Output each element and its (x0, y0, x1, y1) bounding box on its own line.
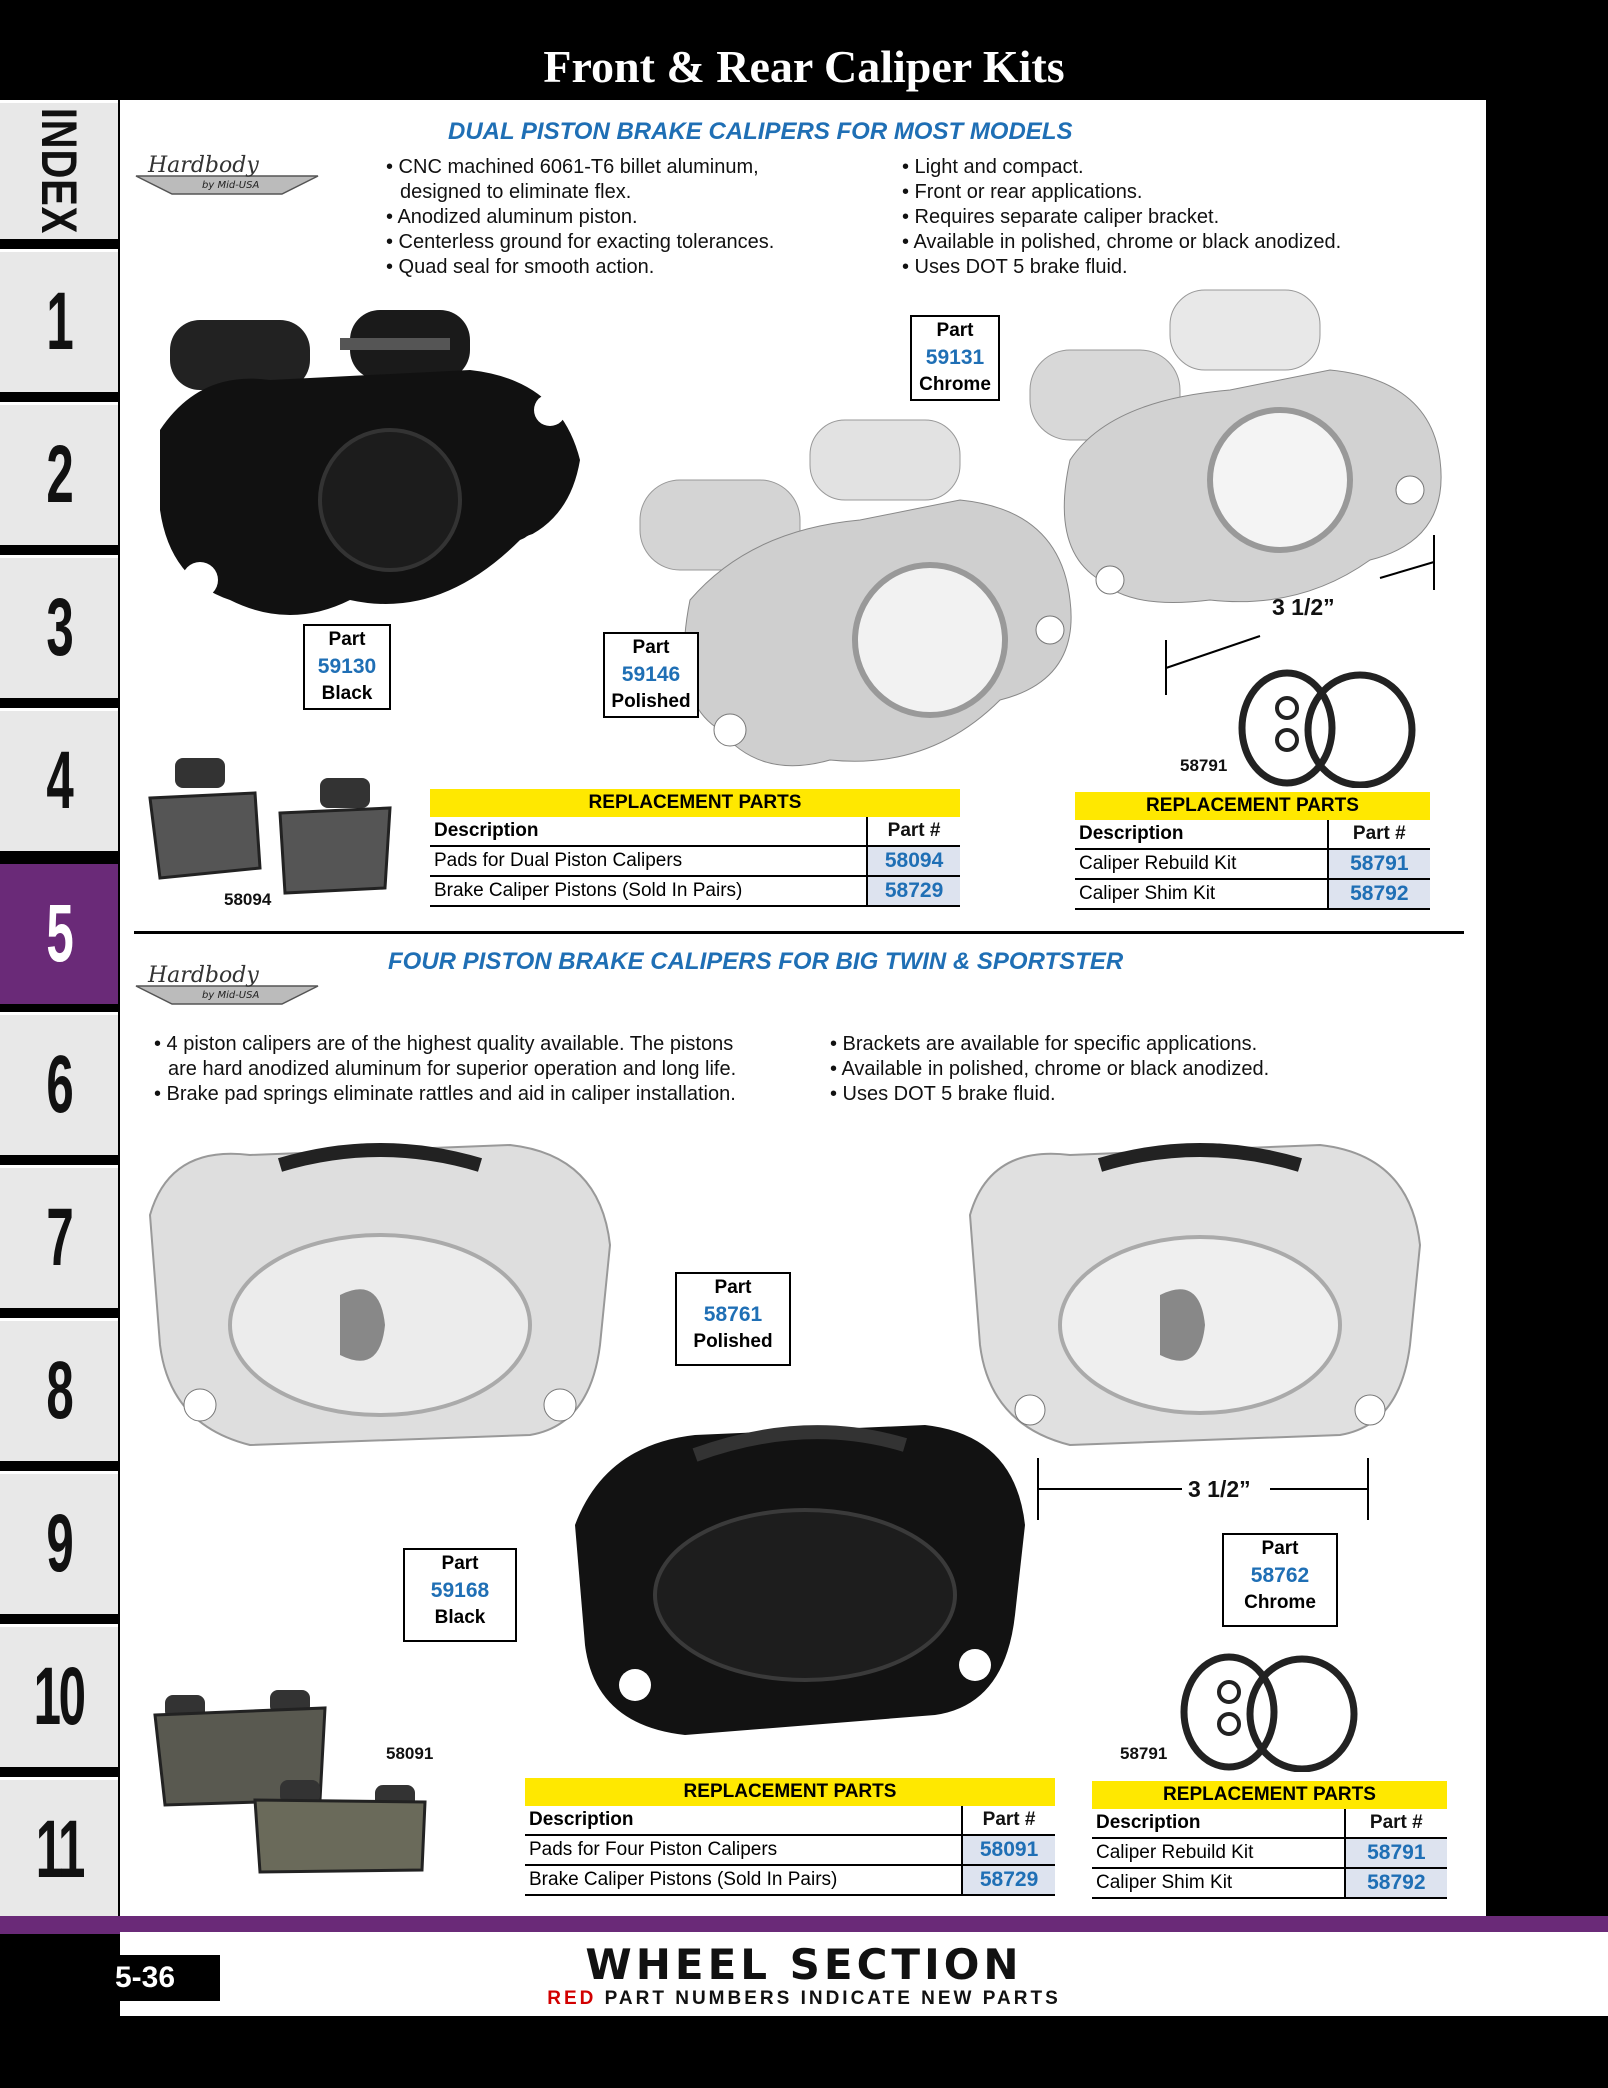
bullet: • Anodized aluminum piston. (386, 206, 638, 228)
hardbody-logo (132, 958, 322, 1008)
replacement-parts-table (1075, 792, 1430, 910)
row-part: 58094 (867, 846, 960, 876)
bullet: • Requires separate caliper bracket. (902, 206, 1220, 228)
row-desc: Caliper Rebuild Kit (1075, 849, 1328, 879)
tab-2[interactable] (0, 402, 118, 545)
section1-heading: DUAL PISTON BRAKE CALIPERS FOR MOST MODELS (448, 118, 1073, 145)
part-box-59130 (303, 624, 391, 710)
col-part: Part # (1345, 1809, 1447, 1838)
part-label: Part (936, 320, 974, 341)
hardbody-logo (132, 148, 322, 198)
part-number: 58761 (703, 1303, 763, 1326)
bullet: are hard anodized aluminum for superior operation and long life. (168, 1058, 737, 1080)
logo-text: Hardbody (148, 963, 259, 988)
row-desc: Pads for Dual Piston Calipers (430, 846, 867, 876)
replacement-parts-table (525, 1778, 1055, 1896)
row-desc: Caliper Shim Kit (1092, 1868, 1345, 1898)
row-desc: Pads for Four Piston Calipers (525, 1835, 962, 1865)
table-row (525, 1865, 1055, 1895)
part-box-58762 (1222, 1533, 1338, 1627)
part-label: Part (328, 629, 366, 650)
tab-label: INDEX (31, 107, 87, 235)
tab-6[interactable] (0, 1012, 118, 1155)
note-red: RED (547, 1988, 597, 2009)
caliper-black-4piston-image (545, 1415, 1045, 1745)
table-row (1075, 879, 1430, 909)
part-label: Part (441, 1553, 479, 1574)
part-number: 59131 (925, 346, 985, 369)
part-finish: Polished (693, 1331, 773, 1352)
tab-7[interactable] (0, 1165, 118, 1308)
part-number: 59168 (430, 1579, 490, 1602)
dimension-label: 3 1/2” (1272, 594, 1335, 620)
note-rest: PART NUMBERS INDICATE NEW PARTS (596, 1988, 1061, 2009)
replacement-parts-table (1092, 1781, 1447, 1899)
pad-part-label: 58091 (386, 1744, 434, 1763)
part-label: Part (714, 1277, 752, 1298)
bullet: • Available in polished, chrome or black anodized. (902, 231, 1342, 253)
row-desc: Brake Caliper Pistons (Sold In Pairs) (525, 1865, 962, 1895)
section1-bullets-right (902, 155, 1341, 280)
tab-label: 1 (46, 276, 72, 367)
bullet: designed to eliminate flex. (400, 181, 632, 203)
tab-label: 4 (46, 735, 72, 826)
bullet: • Centerless ground for exacting tolerances. (386, 231, 775, 253)
col-description: Description (430, 817, 867, 846)
col-description: Description (1092, 1809, 1345, 1838)
table-row (430, 846, 960, 876)
tab-label: 6 (46, 1039, 72, 1130)
tab-1[interactable] (0, 249, 118, 392)
tab-3[interactable] (0, 555, 118, 698)
row-part: 58791 (1328, 849, 1430, 879)
table-row (525, 1835, 1055, 1865)
table-row (1092, 1838, 1447, 1868)
col-part: Part # (1328, 820, 1430, 849)
table-title: REPLACEMENT PARTS (1092, 1781, 1447, 1809)
part-box-58761 (675, 1272, 791, 1366)
replacement-parts-table (430, 789, 960, 907)
bullet: • 4 piston calipers are of the highest quality available. The pistons (154, 1033, 734, 1055)
bullet: • CNC machined 6061-T6 billet aluminum, (386, 156, 759, 178)
page-number: 5-36 (70, 1955, 220, 2001)
row-part: 58729 (867, 876, 960, 906)
part-finish: Black (434, 1607, 486, 1628)
part-number: 59146 (621, 663, 681, 686)
seal-kit-image (1232, 668, 1422, 788)
col-part: Part # (867, 817, 960, 846)
bullet: • Brackets are available for specific applications. (830, 1033, 1258, 1055)
tab-9[interactable] (0, 1471, 118, 1614)
part-label: Part (1261, 1538, 1299, 1559)
part-finish: Black (321, 683, 373, 704)
tab-8[interactable] (0, 1318, 118, 1461)
caliper-chrome-4piston-image (960, 1125, 1430, 1465)
section-divider (134, 931, 1464, 934)
logo-subtext: by Mid-USA (202, 180, 260, 191)
tab-5[interactable] (0, 856, 118, 1004)
seal-part-label: 58791 (1180, 756, 1228, 775)
tab-label: 3 (46, 582, 72, 673)
tab-index[interactable] (0, 100, 118, 239)
part-finish: Chrome (919, 374, 991, 395)
table-title: REPLACEMENT PARTS (430, 789, 960, 817)
brake-pads-image (145, 758, 395, 898)
section2-bullets-right (830, 1032, 1269, 1107)
table-title: REPLACEMENT PARTS (1075, 792, 1430, 820)
bullet: • Front or rear applications. (902, 181, 1143, 203)
part-number: 58762 (1250, 1564, 1310, 1587)
tab-label: 10 (34, 1651, 84, 1742)
seal-part-label: 58791 (1120, 1744, 1168, 1763)
row-part: 58792 (1328, 879, 1430, 909)
tab-label: 7 (46, 1192, 72, 1283)
dimension-label: 3 1/2” (1188, 1476, 1251, 1502)
tab-label: 5 (46, 888, 72, 979)
seal-kit-image (1174, 1652, 1364, 1772)
tab-label: 2 (46, 429, 72, 520)
bullet: • Uses DOT 5 brake fluid. (830, 1083, 1056, 1105)
row-desc: Caliper Shim Kit (1075, 879, 1328, 909)
col-description: Description (525, 1806, 962, 1835)
tab-10[interactable] (0, 1624, 118, 1767)
col-part: Part # (962, 1806, 1055, 1835)
tab-label: 8 (46, 1345, 72, 1436)
row-part: 58791 (1345, 1838, 1447, 1868)
row-part: 58792 (1345, 1868, 1447, 1898)
new-parts-note (0, 1988, 1608, 2010)
logo-subtext: by Mid-USA (202, 990, 260, 1001)
part-number: 59130 (317, 655, 377, 678)
part-label: Part (632, 637, 670, 658)
section-title: WHEEL SECTION (585, 1940, 1023, 1989)
part-box-59168 (403, 1548, 517, 1642)
col-description: Description (1075, 820, 1328, 849)
pad-part-label: 58094 (224, 890, 272, 909)
bullet: • Quad seal for smooth action. (386, 256, 655, 278)
section1-bullets-left (386, 155, 774, 280)
tab-label: 11 (35, 1803, 83, 1895)
tab-label: 9 (46, 1498, 72, 1589)
tab-11[interactable] (0, 1777, 118, 1919)
row-desc: Caliper Rebuild Kit (1092, 1838, 1345, 1868)
part-box-59146 (603, 632, 699, 718)
section2-heading: FOUR PISTON BRAKE CALIPERS FOR BIG TWIN & SPORTSTER (388, 948, 1124, 975)
part-finish: Chrome (1244, 1592, 1316, 1613)
caliper-polished-4piston-image (130, 1125, 630, 1465)
bullet: • Available in polished, chrome or black anodized. (830, 1058, 1270, 1080)
tab-4[interactable] (0, 708, 118, 851)
page-title: Front & Rear Caliper Kits (543, 41, 1065, 92)
bullet: • Uses DOT 5 brake fluid. (902, 256, 1128, 278)
table-row (430, 876, 960, 906)
section2-bullets-left (154, 1032, 736, 1107)
caliper-black-image (140, 300, 610, 630)
row-part: 58729 (962, 1865, 1055, 1895)
table-row (1075, 849, 1430, 879)
bullet: • Light and compact. (902, 156, 1084, 178)
table-title: REPLACEMENT PARTS (525, 1778, 1055, 1806)
logo-text: Hardbody (148, 153, 259, 178)
bullet: • Brake pad springs eliminate rattles and aid in caliper installation. (154, 1083, 736, 1105)
row-part: 58091 (962, 1835, 1055, 1865)
table-row (1092, 1868, 1447, 1898)
part-box-59131 (910, 315, 1000, 401)
row-desc: Brake Caliper Pistons (Sold In Pairs) (430, 876, 867, 906)
part-finish: Polished (611, 691, 691, 712)
brake-pads-image (150, 1690, 430, 1880)
